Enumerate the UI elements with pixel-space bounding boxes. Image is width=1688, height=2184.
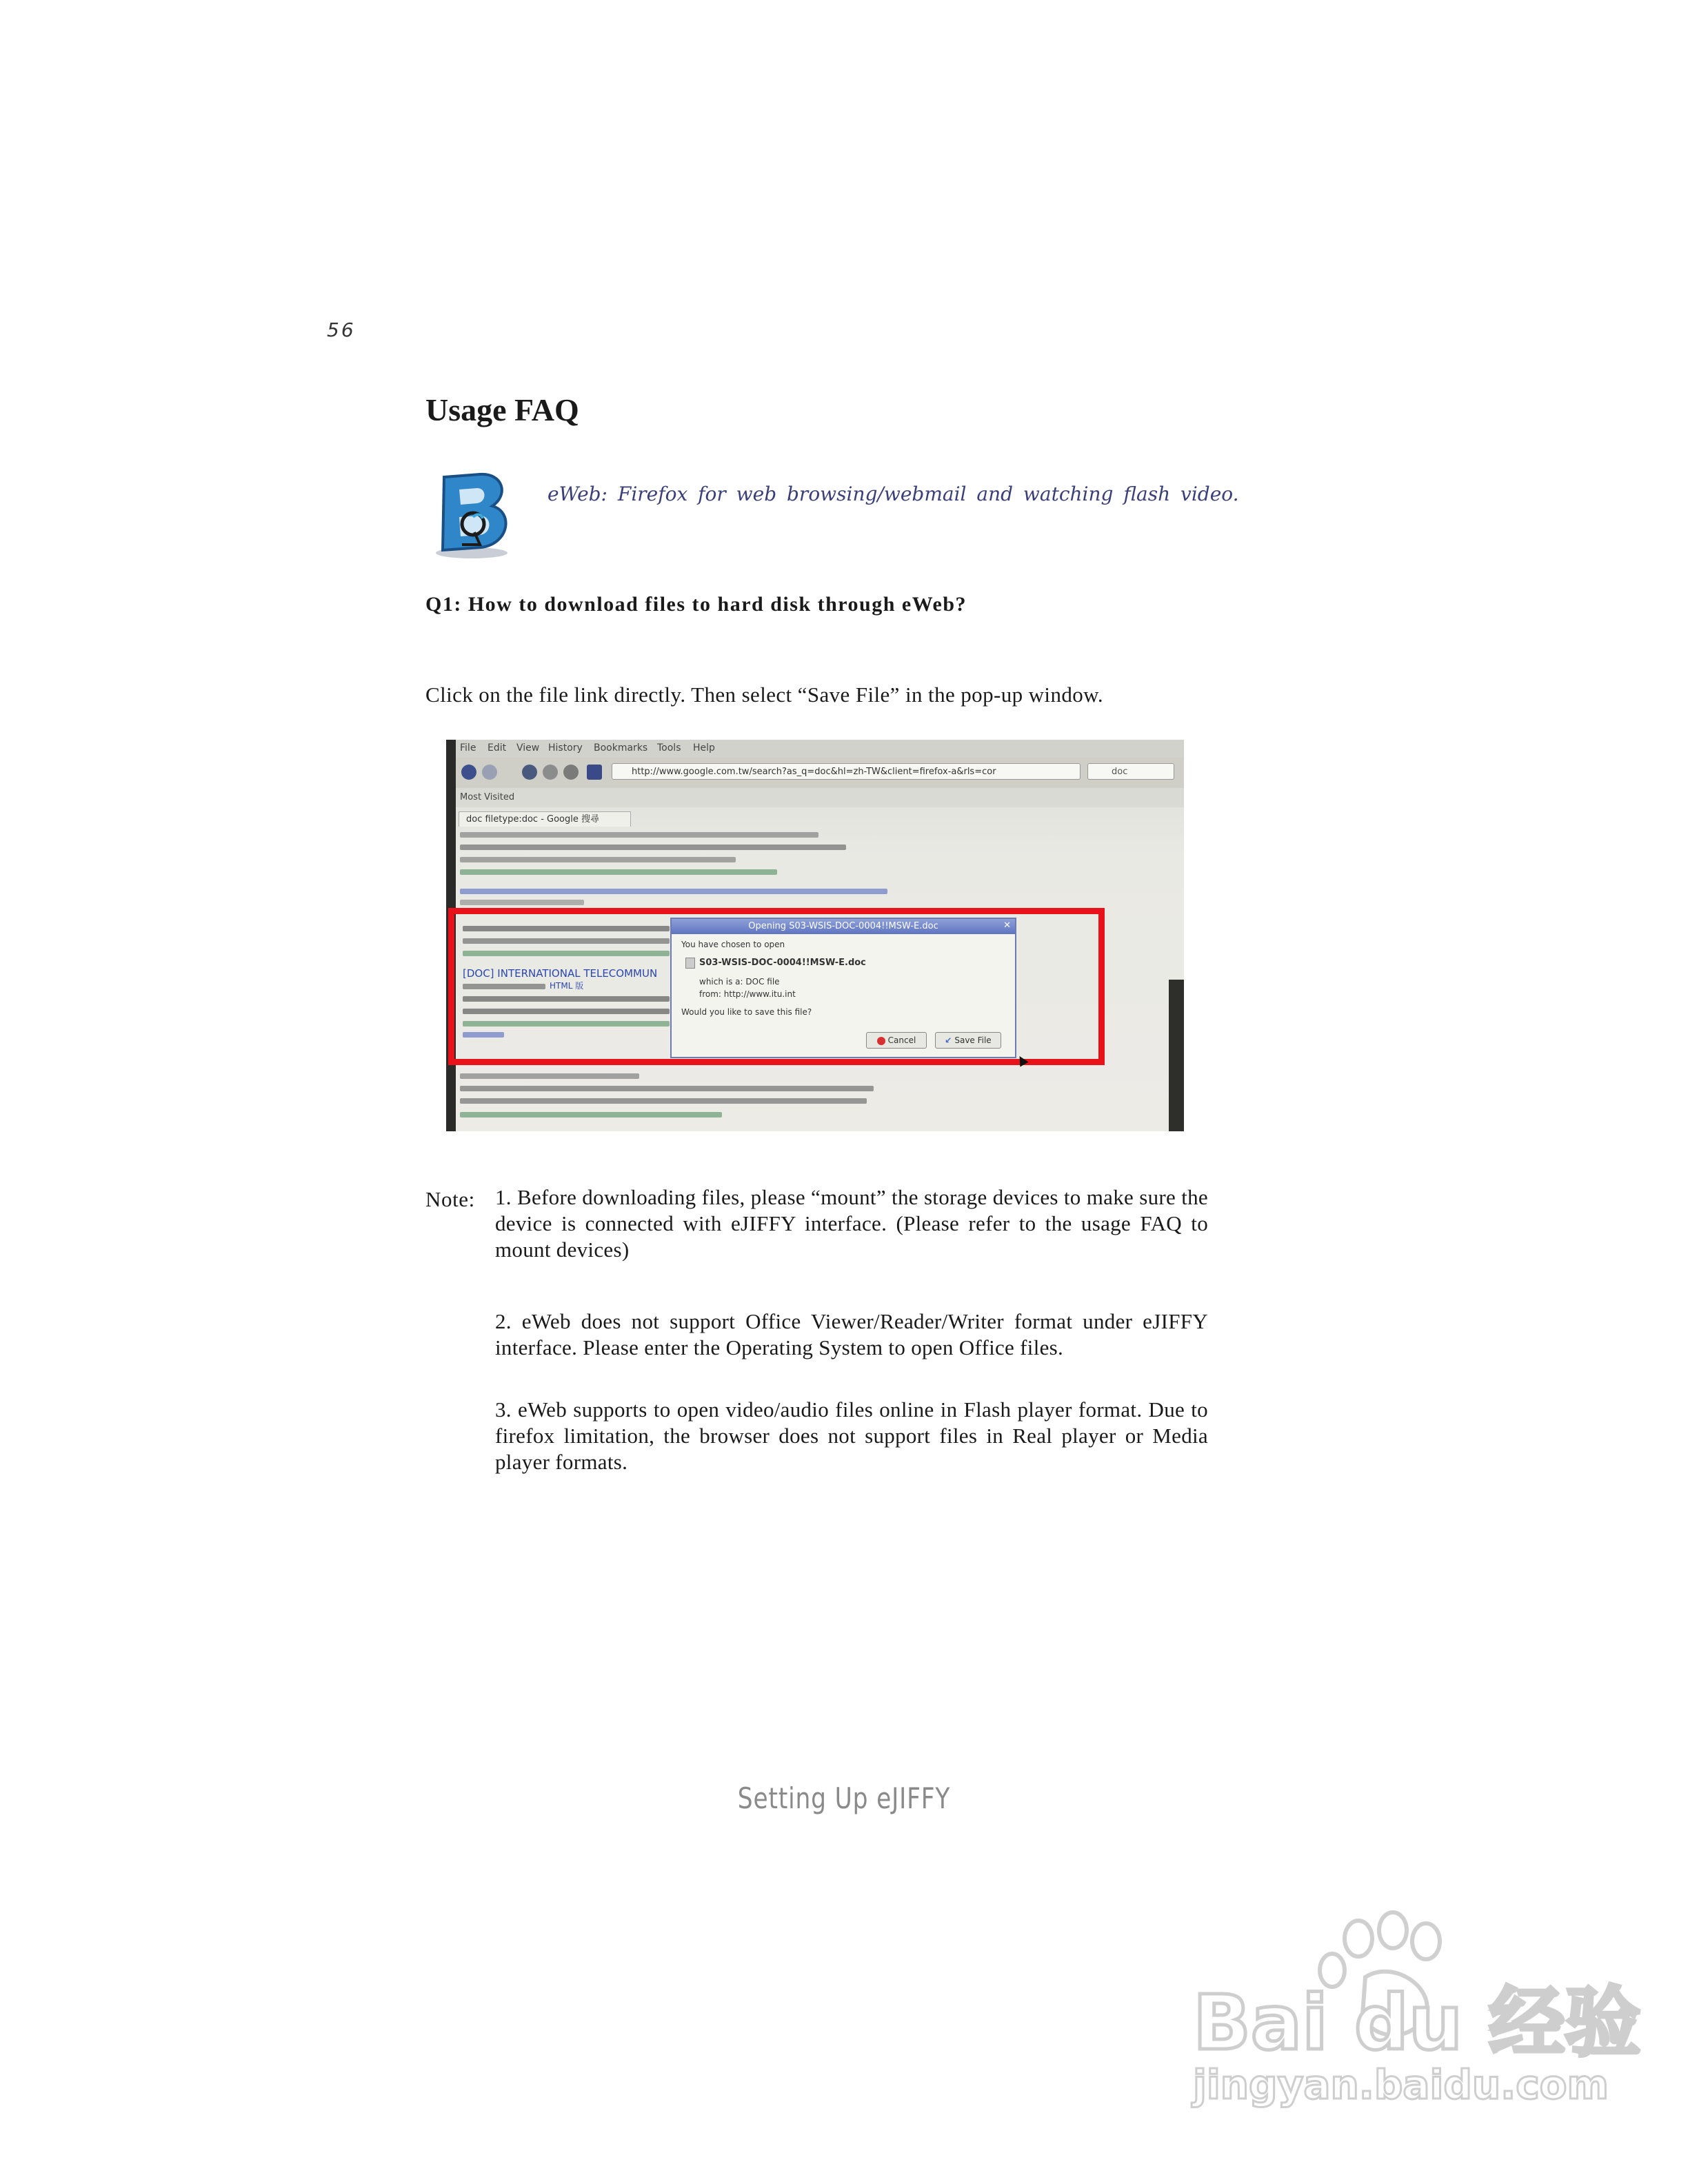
note-label: Note:: [425, 1187, 475, 1211]
menu-item-history[interactable]: History: [548, 742, 583, 754]
note-item: 1. Before downloading files, please “mount” the storage devices to make sure the device is connected with eJIFFY interface. (Please refer to the usage FAQ to mount devices): [495, 1185, 1208, 1262]
text-line: [460, 1073, 639, 1079]
text-line: [460, 857, 736, 862]
instruction-text: Click on the file link directly. Then select “Save File” in the pop-up window.: [425, 682, 1104, 707]
result-link[interactable]: HTML 版: [550, 981, 584, 991]
dialog-filename: S03-WSIS-DOC-0004!!MSW-E.doc: [699, 958, 866, 968]
zoom-icon[interactable]: [563, 765, 579, 780]
watermark-brand: Bai du 经验: [1193, 1979, 1641, 2067]
eweb-b-logo-icon: [432, 467, 521, 560]
save-label: Save File: [954, 1035, 992, 1045]
dialog-title: Opening S03-WSIS-DOC-0004!!MSW-E.doc: [672, 919, 1015, 934]
note-item: 3. eWeb supports to open video/audio files online in Flash player format. Due to firefox limitation, the browser does not support files in Real player or Media player formats.: [495, 1397, 1208, 1474]
browser-menubar: [456, 740, 1184, 758]
forward-icon[interactable]: [482, 765, 497, 780]
baidu-paw-icon: [1186, 1911, 1641, 2111]
back-icon[interactable]: [461, 765, 476, 780]
dialog-file-type: which is a: DOC file: [699, 977, 780, 987]
footer-title: Setting Up eJIFFY: [737, 1781, 951, 1815]
text-line: [460, 900, 584, 905]
screenshot-photo: [446, 740, 1184, 1131]
text-line: [460, 1086, 874, 1091]
red-highlight-box: [448, 908, 1105, 1065]
menu-item-edit[interactable]: Edit: [488, 742, 507, 754]
text-line: [460, 889, 887, 894]
close-icon[interactable]: ✕: [1003, 920, 1011, 931]
section-title: Usage FAQ: [425, 392, 579, 427]
browser-tab[interactable]: doc filetype:doc - Google 搜尋: [459, 811, 631, 827]
dialog-question: Would you like to save this file?: [681, 1007, 812, 1017]
reload-icon[interactable]: [522, 765, 537, 780]
menu-item-bookmarks[interactable]: Bookmarks: [594, 742, 648, 754]
home-icon[interactable]: [587, 765, 602, 780]
text-line: [460, 845, 846, 850]
result-link[interactable]: [DOC] INTERNATIONAL TELECOMMUN: [463, 967, 658, 980]
cancel-label: Cancel: [887, 1035, 916, 1045]
menu-item-view[interactable]: View: [516, 742, 540, 754]
dialog-source: from: http://www.itu.int: [699, 989, 796, 999]
watermark-url: jingyan.baidu.com: [1193, 2061, 1609, 2108]
bookmarks-toolbar[interactable]: Most Visited: [456, 788, 1184, 807]
search-box[interactable]: doc: [1087, 763, 1174, 780]
menu-item-file[interactable]: File: [460, 742, 476, 754]
menu-item-help[interactable]: Help: [693, 742, 715, 754]
app-description: eWeb: Firefox for web browsing/webmail and watching flash video.: [547, 483, 1239, 505]
photo-edge: [1169, 980, 1184, 1131]
menu-item-tools[interactable]: Tools: [657, 742, 681, 754]
text-line: [460, 832, 818, 838]
text-line: [460, 869, 777, 875]
page-number: 56: [327, 318, 356, 341]
text-line: [460, 1098, 867, 1104]
save-icon: ↙: [945, 1035, 952, 1045]
dialog-chosen-label: You have chosen to open: [681, 940, 785, 949]
text-line: [460, 1112, 722, 1118]
faq-question: Q1: How to download files to hard disk through eWeb?: [425, 593, 967, 616]
url-bar[interactable]: http://www.google.com.tw/search?as_q=doc&hl=zh-TW&client=firefox-a&rls=cor: [612, 763, 1081, 780]
note-item: 2. eWeb does not support Office Viewer/Reader/Writer format under eJIFFY interface. Please enter the Operating System to open Office files.: [495, 1309, 1208, 1359]
stop-icon[interactable]: [543, 765, 558, 780]
